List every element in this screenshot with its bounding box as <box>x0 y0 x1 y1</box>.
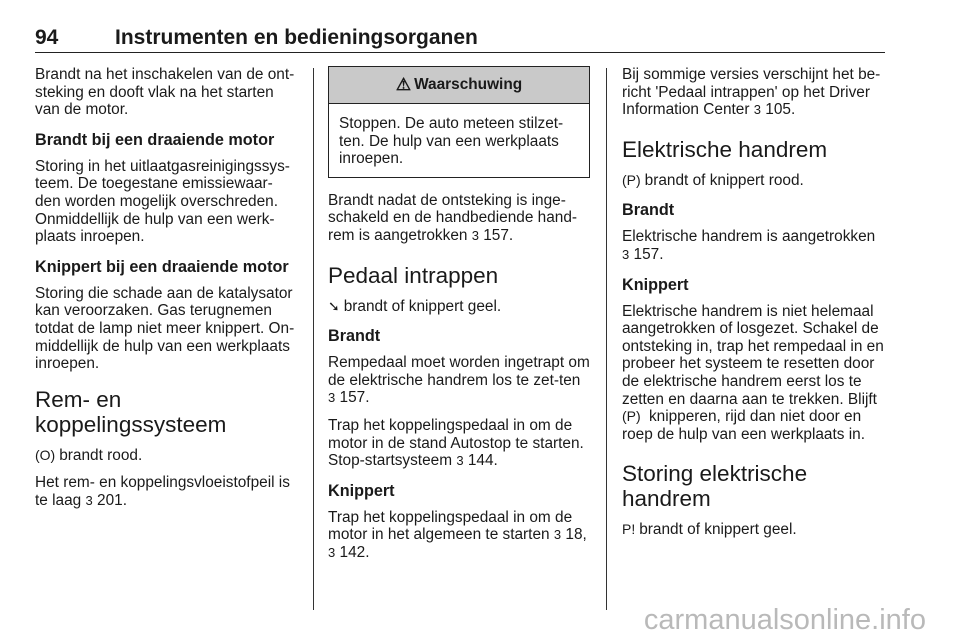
heading-pedal-lit: Brandt <box>328 327 381 346</box>
heading-running-motor: Brandt bij een draaiende motor <box>35 130 275 149</box>
brake-lamp-text: brandt rood. <box>59 446 143 464</box>
pedal-lamp-text: brandt of knippert geel. <box>343 297 502 315</box>
pedal-blink-ref2: 142. <box>339 543 370 561</box>
heading-electric-handbrake: Elektrische handrem <box>622 136 828 162</box>
heading-pedal-blink: Knippert <box>328 481 395 500</box>
heading-ehb-fault: Storing elektrische handrem <box>622 461 808 512</box>
foot-pedal-icon: ➘ <box>328 297 340 314</box>
warning-box <box>328 66 590 178</box>
dic-message-text: Bij sommige versies verschijnt het be-richt 'Pedaal intrappen' op het Driver Information Center <box>622 66 881 119</box>
paragraph-ehb-lamp <box>622 172 886 190</box>
paragraph-ehb-lit <box>622 228 886 263</box>
pedal-blink-text: Trap het koppelingspedaal in om de motor in het algemeen te starten <box>328 508 573 544</box>
ehb-lit-text: Elektrische handrem is aangetrokken <box>622 228 876 246</box>
paragraph-pedal-lamp <box>328 298 590 316</box>
paragraph-intro: Brandt na het inschakelen van de ont-steking en dooft vlak na het starten van de motor. <box>35 66 295 119</box>
paragraph-pedal-lit <box>328 354 590 407</box>
paragraph-ehb-fault <box>622 521 886 539</box>
autostop-text: Trap het koppelingspedaal in om de motor in de stand Autostop te starten. Stop-startsysteem <box>328 416 584 470</box>
paragraph-autostop <box>328 417 590 470</box>
page-number: 94 <box>35 26 59 49</box>
parking-brake-icon: (P) <box>622 408 641 425</box>
ehb-lamp-text: brandt of knippert rood. <box>644 171 804 189</box>
page-ref-icon: 3 <box>553 527 562 543</box>
warning-title: Waarschuwing <box>414 76 523 94</box>
parking-brake-icon: (P) <box>622 171 641 188</box>
fluid-level-text: Het rem- en koppelingsvloeistofpeil is te laag <box>35 474 290 509</box>
brake-warning-icon: (O) <box>35 446 56 463</box>
page-header <box>35 26 885 53</box>
paragraph-blinking-motor: Storing die schade aan de katalysator kan veroorzaken. Gas terugnemen totdat de lamp niet meer knippert. On-middellijk de hulp van een werkplaats inroepen. <box>35 284 295 373</box>
paragraph-handbrake <box>328 192 590 245</box>
heading-pedal: Pedaal intrappen <box>328 262 499 288</box>
heading-blinking-motor: Knippert bij een draaiende motor <box>35 257 289 276</box>
ehb-lit-ref: 157. <box>633 245 664 263</box>
paragraph-running-motor: Storing in het uitlaatgasreinigingssys-teem. De toegestane emissiewaar-den worden mogelijk overschreden. Onmiddellijk de hulp van een werk-plaats inroepen. <box>35 157 290 246</box>
paragraph-brake-lamp <box>35 447 298 465</box>
ehb-blink-text: Elektrische handrem is niet helemaal aangetrokken of losgezet. Schakel de ontsteking in, trap het rempedaal in en probeer het systeem te resetten door de elektrische handrem eerst los te zetten en daarna aan te trekken. Blijft <box>622 302 884 408</box>
page-ref-icon: 3 <box>456 453 464 469</box>
heading-brake-line2: koppelingssysteem <box>35 411 227 437</box>
watermark: carmanualsonline.info <box>643 604 926 636</box>
paragraph-fluid-level <box>35 474 298 509</box>
pedal-blink-ref1: 18, <box>565 526 587 544</box>
paragraph-pedal-blink <box>328 509 590 562</box>
autostop-ref: 144. <box>467 452 498 470</box>
column-divider-left <box>313 68 314 610</box>
dic-message-ref: 105. <box>765 101 796 119</box>
column-left <box>35 66 298 520</box>
handbrake-ref: 157. <box>483 226 514 244</box>
page-ref-icon: 3 <box>328 390 336 406</box>
warning-body: Stoppen. De auto meteen stilzet-ten. De hulp van een werkplaats inroepen. <box>339 115 564 168</box>
ehb-fault-text: brandt of knippert geel. <box>639 521 797 539</box>
page-ref-icon: 3 <box>622 246 630 262</box>
page-ref-icon: 3 <box>471 227 479 243</box>
warning-header <box>329 67 589 104</box>
heading-ehb-blink: Knippert <box>622 275 689 294</box>
handbrake-text: Brandt nadat de ontsteking is inge-schakeld en de handbediende hand-rem is aangetrokken <box>328 191 578 244</box>
warning-triangle-icon: ⚠ <box>395 75 412 95</box>
heading-brake-clutch-system <box>35 387 298 437</box>
heading-brake-line1: Rem- en <box>35 386 122 412</box>
column-divider-right <box>606 68 607 610</box>
page-ref-icon: 3 <box>85 492 93 508</box>
heading-ehb-lit: Brandt <box>622 201 675 220</box>
fluid-level-ref: 201. <box>97 491 127 509</box>
parking-brake-fault-icon: P! <box>622 521 636 538</box>
page-title: Instrumenten en bedieningsorganen <box>115 26 478 49</box>
pedal-lit-text: Rempedaal moet worden ingetrapt om de elektrische handrem los te zet-ten <box>328 354 590 389</box>
pedal-lit-ref: 157. <box>339 389 370 407</box>
ehb-blink-text2: knipperen, rijd dan niet door en roep de hulp van een werkplaats in. <box>622 408 865 443</box>
column-right <box>622 66 886 549</box>
paragraph-dic-message <box>622 66 886 119</box>
paragraph-ehb-blink <box>622 303 886 444</box>
column-middle <box>328 66 590 572</box>
page-ref-icon: 3 <box>753 102 761 118</box>
page-ref-icon: 3 <box>328 544 336 560</box>
